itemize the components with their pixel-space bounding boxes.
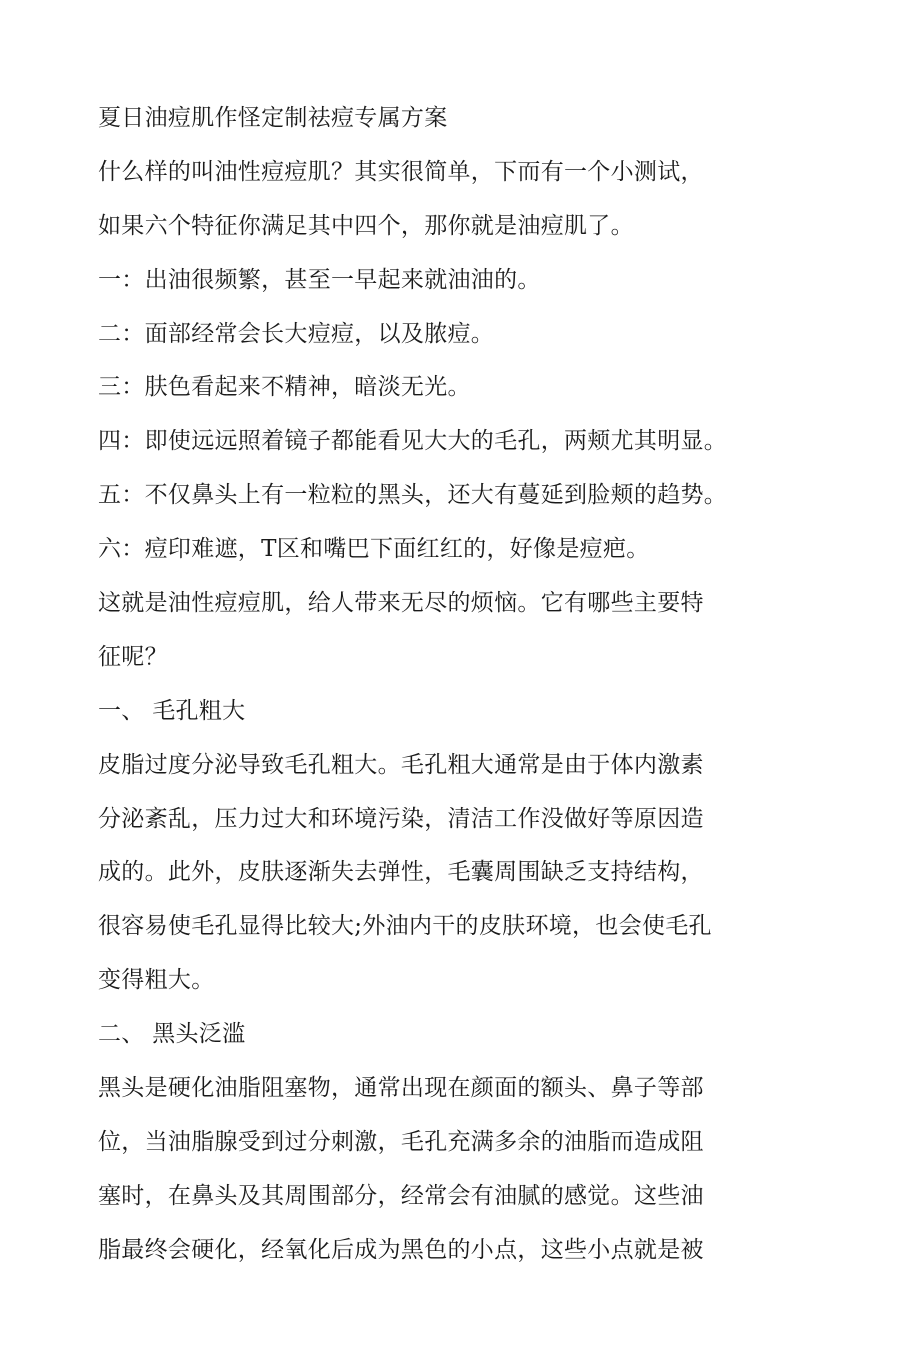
document-body bbox=[98, 92, 798, 1278]
list-item: 二：面部经常会长大痘痘，以及脓痘。 bbox=[98, 320, 495, 347]
text-line: 分泌紊乱，压力过大和环境污染，清洁工作没做好等原因造 bbox=[98, 805, 704, 832]
list-item: 一：出油很频繁，甚至一早起来就油油的。 bbox=[98, 266, 541, 293]
list-item: 六：痘印难遮，T区和嘴巴下面红红的，好像是痘疤。 bbox=[98, 536, 650, 563]
list-item: 三：肤色看起来不精神，暗淡无光。 bbox=[98, 374, 471, 401]
text-line: 什么样的叫油性痘痘肌？其实很简单，下而有一个小测试， bbox=[98, 158, 704, 185]
text-line: 脂最终会硬化，经氧化后成为黑色的小点，这些小点就是被 bbox=[98, 1236, 704, 1263]
list-item: 五：不仅鼻头上有一粒粒的黑头，还大有蔓延到脸颊的趋势。 bbox=[98, 482, 728, 509]
text-line: 很容易使毛孔显得比较大;外油内干的皮肤环境，也会使毛孔 bbox=[98, 913, 712, 940]
section-heading: 二、 黑头泛滥 bbox=[98, 1021, 246, 1048]
text-line: 如果六个特征你满足其中四个，那你就是油痘肌了。 bbox=[98, 212, 634, 239]
text-line: 这就是油性痘痘肌，给人带来无尽的烦恼。它有哪些主要特 bbox=[98, 590, 704, 617]
text-line: 皮脂过度分泌导致毛孔粗大。毛孔粗大通常是由于体内激素 bbox=[98, 751, 704, 778]
text-line: 塞时，在鼻头及其周围部分，经常会有油腻的感觉。这些油 bbox=[98, 1182, 704, 1209]
text-line: 征呢？ bbox=[98, 643, 168, 670]
document-title: 夏日油痘肌作怪定制祛痘专属方案 bbox=[98, 105, 448, 131]
text-line: 黑头是硬化油脂阻塞物，通常出现在颜面的额头、鼻子等部 bbox=[98, 1075, 704, 1102]
text-line: 位，当油脂腺受到过分刺激，毛孔充满多余的油脂而造成阻 bbox=[98, 1128, 704, 1155]
text-line: 变得粗大。 bbox=[98, 967, 215, 994]
text-line: 成的。此外，皮肤逐渐失去弹性，毛囊周围缺乏支持结构， bbox=[98, 859, 704, 886]
list-item: 四：即使远远照着镜子都能看见大大的毛孔，两颊尤其明显。 bbox=[98, 428, 728, 455]
section-heading: 一、 毛孔粗大 bbox=[98, 697, 246, 724]
